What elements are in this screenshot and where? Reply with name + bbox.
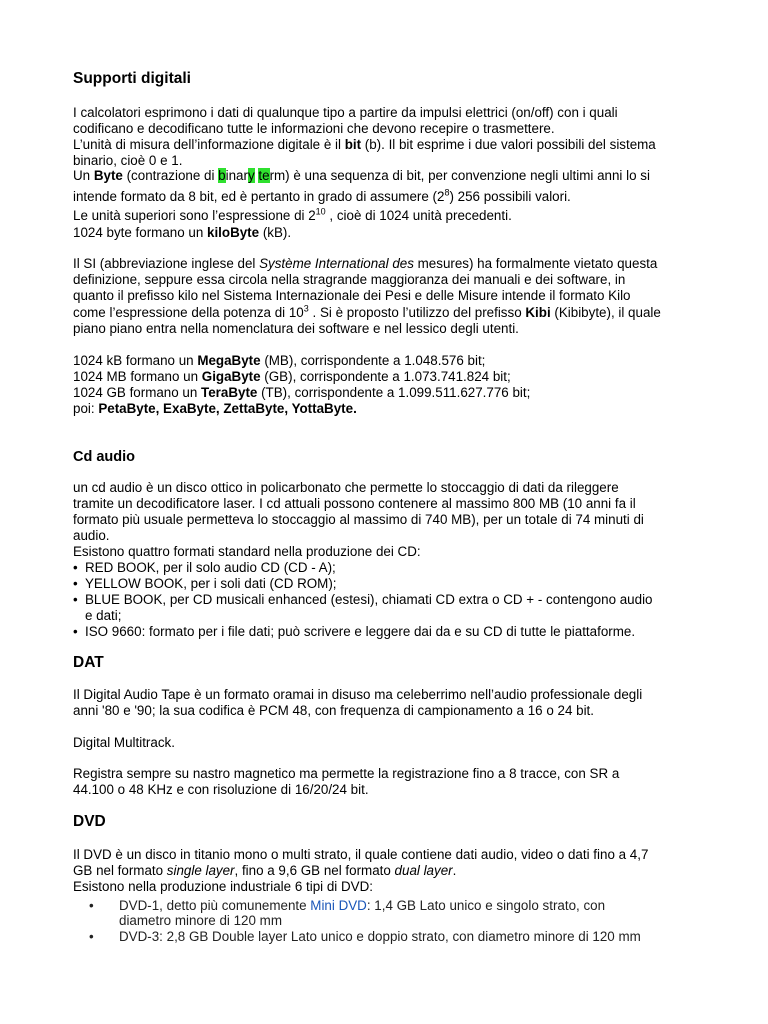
text: mesures) ha formalmente vietato questa (413, 256, 658, 271)
paragraph-line (73, 863, 456, 879)
text: come l’espressione della potenza di 10 (73, 305, 304, 320)
heading-cd-audio: Cd audio (73, 449, 136, 465)
superscript: 3 (303, 303, 309, 314)
list-item: DVD-3: 2,8 GB Double layer Lato unico e doppio strato, con diametro minore di 120 mm (119, 929, 641, 944)
text: rm) è una sequenza di bit, per convenzione negli ultimi anni lo si (269, 168, 650, 183)
paragraph-line (73, 208, 512, 224)
text: ) 256 possibili valori. (449, 189, 571, 204)
bullet-icon: • (89, 898, 94, 913)
bold-term: Kibi (525, 305, 551, 320)
bold-term: TeraByte (201, 385, 258, 400)
bold-term: PetaByte, ExaByte, ZettaByte, YottaByte. (98, 401, 357, 416)
paragraph-line (73, 137, 656, 153)
text: 1024 byte formano un (73, 225, 207, 240)
text: (TB), corrispondente a 1.099.511.627.776 bit; (257, 385, 531, 400)
paragraph-line: anni '80 e '90; la sua codifica è PCM 48, con frequenza di campionamento a 16 o 24 bit. (73, 703, 594, 718)
italic-term: dual layer (394, 863, 453, 878)
text: Il SI (abbreviazione inglese del (73, 256, 260, 271)
list-item: BLUE BOOK, per CD musicali enhanced (estesi), chiamati CD extra o CD + - contengono audio (85, 592, 653, 607)
bold-term: kiloByte (207, 225, 260, 240)
paragraph-line: formato più usuale permetteva lo stoccaggio al massimo di 740 MB), per un totale di 74 minuti di (73, 512, 644, 527)
text: (b). Il bit esprime i due valori possibili del sistema (361, 137, 656, 152)
list-item-continuation: diametro minore di 120 mm (119, 913, 282, 928)
paragraph-line (73, 225, 291, 241)
italic-term: single layer (166, 863, 235, 878)
paragraph-line: Esistono quattro formati standard nella produzione dei CD: (73, 544, 421, 559)
heading-dvd: DVD (73, 813, 106, 830)
highlight: te (258, 168, 270, 183)
list-item-continuation: e dati; (85, 608, 122, 623)
paragraph-line: piano piano entra nella nomenclatura dei software e nel lessico degli utenti. (73, 321, 519, 336)
bullet-icon: • (73, 560, 78, 575)
paragraph-line (73, 353, 485, 369)
text: intende formato da 8 bit, ed è pertanto in grado di assumere (2 (73, 189, 445, 204)
text: inar (225, 168, 248, 183)
heading-supporti-digitali: Supporti digitali (73, 70, 191, 87)
list-item: RED BOOK, per il solo audio CD (CD - A); (85, 560, 336, 575)
paragraph-line (73, 305, 661, 321)
superscript: 8 (444, 187, 450, 198)
text: (kB). (259, 225, 292, 240)
highlight: y (247, 168, 255, 183)
paragraph-line: I calcolatori esprimono i dati di qualunque tipo a partire da impulsi elettrici (on/off) con i quali (73, 105, 618, 120)
paragraph-line: Registra sempre su nastro magnetico ma permette la registrazione fino a 8 tracce, con SR a (73, 766, 620, 781)
paragraph-line (73, 189, 571, 205)
text: Le unità superiori sono l’espressione di 2 (73, 208, 316, 223)
text: , cioè di 1024 unità precedenti. (325, 208, 512, 223)
text: 1024 MB formano un (73, 369, 202, 384)
text: : 1,4 GB Lato unico e singolo strato, con (366, 898, 606, 913)
text: DVD-1, detto più comunemente (119, 898, 311, 913)
text: (GB), corrispondente a 1.073.741.824 bit; (260, 369, 511, 384)
text: L’unità di misura dell’informazione digitale è il (73, 137, 345, 152)
heading-dat: DAT (73, 654, 104, 671)
text: (MB), corrispondente a 1.048.576 bit; (260, 353, 486, 368)
bullet-icon: • (73, 576, 78, 591)
bold-term: bit (344, 137, 362, 152)
paragraph-line (73, 256, 657, 272)
paragraph-line: Il Digital Audio Tape è un formato oramai in disuso ma celeberrimo nell’audio professionale degli (73, 687, 643, 702)
list-item: ISO 9660: formato per i file dati; può scrivere e leggere dai da e su CD di tutte le piattaforme. (85, 624, 636, 639)
text: Un (73, 168, 94, 183)
paragraph-line: binario, cioè 0 e 1. (73, 153, 183, 168)
bullet-icon: • (89, 929, 94, 944)
italic-term: Système International des (259, 256, 414, 271)
paragraph-line (73, 369, 511, 385)
bullet-icon: • (73, 592, 78, 607)
paragraph-line: quanto il prefisso kilo nel Sistema Internazionale dei Pesi e delle Misure intende il formato Kilo (73, 288, 631, 303)
paragraph-line: Il DVD è un disco in titanio mono o multi strato, il quale contiene dati audio, video o dati fino a 4,7 (73, 847, 649, 862)
bullet-icon: • (73, 624, 78, 639)
paragraph-line (73, 401, 357, 417)
bold-term: Byte (93, 168, 123, 183)
paragraph-line: 44.100 o 48 KHz e con risoluzione di 16/20/24 bit. (73, 782, 369, 797)
paragraph-line: Esistono nella produzione industriale 6 tipi di DVD: (73, 879, 373, 894)
list-item: YELLOW BOOK, per i soli dati (CD ROM); (85, 576, 337, 591)
superscript: 10 (315, 206, 326, 217)
paragraph-line (73, 168, 650, 184)
text: . (452, 863, 457, 878)
paragraph-line: audio. (73, 528, 110, 543)
text: (Kibibyte), il quale (550, 305, 661, 320)
text: (contrazione di (122, 168, 219, 183)
bold-term: GigaByte (201, 369, 261, 384)
paragraph-line: Digital Multitrack. (73, 735, 175, 750)
highlight: b (218, 168, 226, 183)
text: poi: (73, 401, 99, 416)
paragraph-line: tramite un decodificatore laser. I cd attuali possono contenere al massimo 800 MB (10 anni fa il (73, 496, 636, 511)
text: 1024 kB formano un (73, 353, 198, 368)
paragraph-line: definizione, seppure essa circola nella stragrande maggioranza dei manuali e dei software, in (73, 272, 626, 287)
mini-dvd-link[interactable]: Mini DVD (310, 898, 367, 913)
text: , fino a 9,6 GB nel formato (234, 863, 395, 878)
paragraph-line: un cd audio è un disco ottico in policarbonato che permette lo stoccaggio di dati da rileggere (73, 480, 619, 495)
text: GB nel formato (73, 863, 167, 878)
paragraph-line (73, 385, 530, 401)
bold-term: MegaByte (197, 353, 261, 368)
text: 1024 GB formano un (73, 385, 202, 400)
paragraph-line: codificano e decodificano tutte le informazioni che devono recepire o trasmettere. (73, 121, 555, 136)
text: . Si è proposto l’utilizzo del prefisso (308, 305, 526, 320)
list-item (119, 898, 605, 914)
